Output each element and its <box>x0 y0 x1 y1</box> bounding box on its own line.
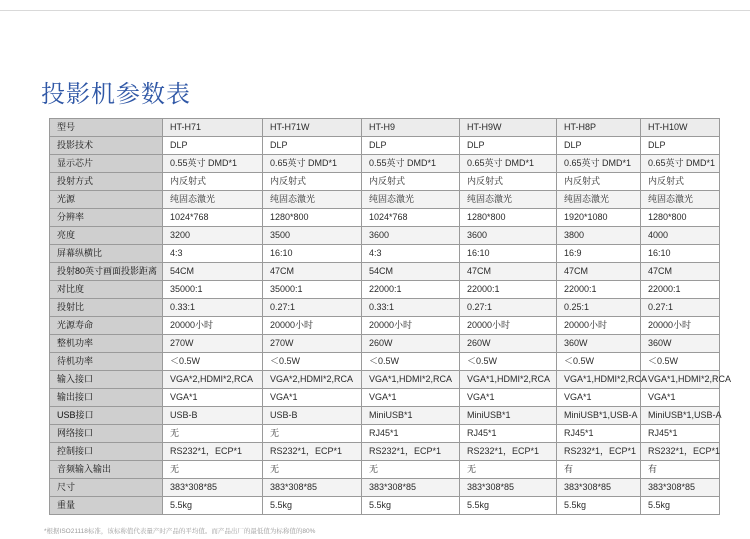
footnote: *根据ISO21118标准，该标称值代表量产时产品的平均值。而产品出厂的最低值为标称值的80% <box>44 528 316 535</box>
table-row <box>50 335 720 353</box>
table-row <box>50 389 720 407</box>
table-cell: 无 <box>163 425 263 443</box>
row-label: 音频输入输出 <box>50 461 163 479</box>
table-cell: 1280*800 <box>460 209 557 227</box>
table-row <box>50 191 720 209</box>
row-label: 投影技术 <box>50 137 163 155</box>
row-label: 亮度 <box>50 227 163 245</box>
table-cell: 1280*800 <box>641 209 720 227</box>
table-cell: RS232*1，ECP*1 <box>163 443 263 461</box>
table-cell: ＜0.5W <box>460 353 557 371</box>
table-cell: 3600 <box>460 227 557 245</box>
table-cell: 20000小时 <box>263 317 362 335</box>
table-cell: DLP <box>263 137 362 155</box>
table-cell: 5.5kg <box>641 497 720 515</box>
table-cell: RJ45*1 <box>362 425 460 443</box>
table-cell: 47CM <box>557 263 641 281</box>
row-label: 输入接口 <box>50 371 163 389</box>
table-cell: MiniUSB*1,USB-A <box>557 407 641 425</box>
table-cell: 无 <box>263 461 362 479</box>
table-cell: RJ45*1 <box>557 425 641 443</box>
table-cell: 54CM <box>163 263 263 281</box>
table-cell: VGA*2,HDMI*2,RCA <box>163 371 263 389</box>
table-cell: 无 <box>460 461 557 479</box>
header-label: 型号 <box>50 119 163 137</box>
table-row <box>50 461 720 479</box>
table-cell: 有 <box>557 461 641 479</box>
table-cell: 内反射式 <box>557 173 641 191</box>
row-label: 输出接口 <box>50 389 163 407</box>
table-cell: DLP <box>460 137 557 155</box>
table-cell: VGA*1 <box>557 389 641 407</box>
table-row <box>50 209 720 227</box>
table-cell: 内反射式 <box>263 173 362 191</box>
table-cell: 16:10 <box>641 245 720 263</box>
table-cell: MiniUSB*1,USB-A <box>641 407 720 425</box>
table-cell: 22000:1 <box>460 281 557 299</box>
table-cell: 47CM <box>641 263 720 281</box>
table-cell: ＜0.5W <box>163 353 263 371</box>
table-cell: 0.65英寸 DMD*1 <box>641 155 720 173</box>
table-cell: 0.33:1 <box>362 299 460 317</box>
table-cell: 3800 <box>557 227 641 245</box>
row-label: 尺寸 <box>50 479 163 497</box>
model-name: HT-H8P <box>557 119 641 137</box>
table-cell: 20000小时 <box>163 317 263 335</box>
table-row <box>50 371 720 389</box>
table-cell: 47CM <box>460 263 557 281</box>
model-name: HT-H9W <box>460 119 557 137</box>
model-name: HT-H71W <box>263 119 362 137</box>
page-title: 投影机参数表 <box>41 80 191 108</box>
table-cell: 3500 <box>263 227 362 245</box>
table-cell: RS232*1，ECP*1 <box>460 443 557 461</box>
table-row <box>50 299 720 317</box>
table-cell: 0.25:1 <box>557 299 641 317</box>
table-cell: 0.65英寸 DMD*1 <box>263 155 362 173</box>
table-cell: 270W <box>263 335 362 353</box>
table-cell: 360W <box>557 335 641 353</box>
table-cell: VGA*1,HDMI*2,RCA <box>362 371 460 389</box>
table-cell: 5.5kg <box>557 497 641 515</box>
table-cell: 47CM <box>263 263 362 281</box>
model-name: HT-H9 <box>362 119 460 137</box>
table-cell: DLP <box>557 137 641 155</box>
table-cell: 5.5kg <box>460 497 557 515</box>
table-cell: RS232*1，ECP*1 <box>362 443 460 461</box>
top-divider <box>0 10 750 11</box>
table-row <box>50 443 720 461</box>
table-cell: 383*308*85 <box>460 479 557 497</box>
table-cell: 4000 <box>641 227 720 245</box>
table-cell: 20000小时 <box>362 317 460 335</box>
table-cell: VGA*2,HDMI*2,RCA <box>263 371 362 389</box>
table-cell: RJ45*1 <box>460 425 557 443</box>
table-cell: 无 <box>362 461 460 479</box>
table-cell: RJ45*1 <box>641 425 720 443</box>
row-label: 投射方式 <box>50 173 163 191</box>
row-label: 网络接口 <box>50 425 163 443</box>
table-cell: VGA*1 <box>460 389 557 407</box>
table-cell: 360W <box>641 335 720 353</box>
table-header-row <box>50 119 720 137</box>
table-cell: ＜0.5W <box>641 353 720 371</box>
table-row <box>50 263 720 281</box>
table-cell: 内反射式 <box>163 173 263 191</box>
table-cell: 260W <box>460 335 557 353</box>
table-cell: 20000小时 <box>460 317 557 335</box>
table-row <box>50 497 720 515</box>
table-cell: 22000:1 <box>557 281 641 299</box>
table-cell: 16:10 <box>460 245 557 263</box>
table-cell: 0.27:1 <box>263 299 362 317</box>
table-cell: 1024*768 <box>163 209 263 227</box>
table-cell: DLP <box>641 137 720 155</box>
table-row <box>50 353 720 371</box>
table-cell: RS232*1，ECP*1 <box>557 443 641 461</box>
model-name: HT-H10W <box>641 119 720 137</box>
table-cell: 5.5kg <box>163 497 263 515</box>
table-cell: 0.65英寸 DMD*1 <box>460 155 557 173</box>
table-row <box>50 173 720 191</box>
table-cell: 260W <box>362 335 460 353</box>
table-cell: 内反射式 <box>641 173 720 191</box>
table-cell: 3200 <box>163 227 263 245</box>
table-row <box>50 137 720 155</box>
row-label: 投射80英寸画面投影距离 <box>50 263 163 281</box>
table-cell: 4:3 <box>362 245 460 263</box>
table-cell: VGA*1,HDMI*2,RCA <box>641 371 720 389</box>
table-cell: 383*308*85 <box>641 479 720 497</box>
table-cell: 纯固态激光 <box>163 191 263 209</box>
table-cell: 内反射式 <box>460 173 557 191</box>
table-cell: DLP <box>163 137 263 155</box>
table-cell: ＜0.5W <box>263 353 362 371</box>
spec-table <box>49 118 732 515</box>
table-cell: 383*308*85 <box>163 479 263 497</box>
row-label: 屏幕纵横比 <box>50 245 163 263</box>
table-cell: MiniUSB*1 <box>362 407 460 425</box>
table-cell: 0.27:1 <box>641 299 720 317</box>
table-cell: 纯固态激光 <box>263 191 362 209</box>
table-cell: RS232*1，ECP*1 <box>641 443 720 461</box>
table-cell: VGA*1,HDMI*2,RCA <box>557 371 641 389</box>
table-cell: 22000:1 <box>362 281 460 299</box>
table-cell: MiniUSB*1 <box>460 407 557 425</box>
table-cell: 35000:1 <box>263 281 362 299</box>
table-cell: 22000:1 <box>641 281 720 299</box>
row-label: 重量 <box>50 497 163 515</box>
table-cell: 20000小时 <box>557 317 641 335</box>
table-cell: 纯固态激光 <box>557 191 641 209</box>
table-cell: 无 <box>163 461 263 479</box>
table-cell: ＜0.5W <box>362 353 460 371</box>
table-cell: 4:3 <box>163 245 263 263</box>
row-label: 整机功率 <box>50 335 163 353</box>
table-cell: 1280*800 <box>263 209 362 227</box>
table-row <box>50 227 720 245</box>
table-cell: RS232*1，ECP*1 <box>263 443 362 461</box>
table-cell: 383*308*85 <box>263 479 362 497</box>
table-row <box>50 317 720 335</box>
table-cell: 54CM <box>362 263 460 281</box>
row-label: 显示芯片 <box>50 155 163 173</box>
table-cell: ＜0.5W <box>557 353 641 371</box>
table-cell: 5.5kg <box>362 497 460 515</box>
table-cell: 1024*768 <box>362 209 460 227</box>
table-cell: VGA*1 <box>163 389 263 407</box>
table-cell: 5.5kg <box>263 497 362 515</box>
table-cell: 无 <box>263 425 362 443</box>
table-cell: 有 <box>641 461 720 479</box>
row-label: 控制接口 <box>50 443 163 461</box>
table-cell: VGA*1 <box>263 389 362 407</box>
table-cell: VGA*1,HDMI*2,RCA <box>460 371 557 389</box>
table-cell: USB-B <box>163 407 263 425</box>
table-cell: 20000小时 <box>641 317 720 335</box>
table-cell: 0.55英寸 DMD*1 <box>362 155 460 173</box>
model-name: HT-H71 <box>163 119 263 137</box>
table-cell: 3600 <box>362 227 460 245</box>
table-row <box>50 425 720 443</box>
row-label: 对比度 <box>50 281 163 299</box>
table-cell: 16:10 <box>263 245 362 263</box>
table-cell: 0.33:1 <box>163 299 263 317</box>
table-row <box>50 407 720 425</box>
table-cell: 0.65英寸 DMD*1 <box>557 155 641 173</box>
row-label: 分辨率 <box>50 209 163 227</box>
row-label: 光源 <box>50 191 163 209</box>
table-row <box>50 281 720 299</box>
table-cell: 0.55英寸 DMD*1 <box>163 155 263 173</box>
table-row <box>50 155 720 173</box>
table-cell: 1920*1080 <box>557 209 641 227</box>
table-row <box>50 479 720 497</box>
table-cell: 383*308*85 <box>362 479 460 497</box>
table-row <box>50 245 720 263</box>
table-cell: DLP <box>362 137 460 155</box>
table-cell: USB-B <box>263 407 362 425</box>
table-cell: VGA*1 <box>362 389 460 407</box>
table-cell: 270W <box>163 335 263 353</box>
row-label: 待机功率 <box>50 353 163 371</box>
table-cell: 纯固态激光 <box>641 191 720 209</box>
table-cell: VGA*1 <box>641 389 720 407</box>
table-cell: 纯固态激光 <box>460 191 557 209</box>
row-label: 光源寿命 <box>50 317 163 335</box>
table-cell: 0.27:1 <box>460 299 557 317</box>
table-cell: 纯固态激光 <box>362 191 460 209</box>
table-cell: 35000:1 <box>163 281 263 299</box>
table-cell: 383*308*85 <box>557 479 641 497</box>
row-label: 投射比 <box>50 299 163 317</box>
row-label: USB接口 <box>50 407 163 425</box>
table-cell: 16:9 <box>557 245 641 263</box>
table-cell: 内反射式 <box>362 173 460 191</box>
